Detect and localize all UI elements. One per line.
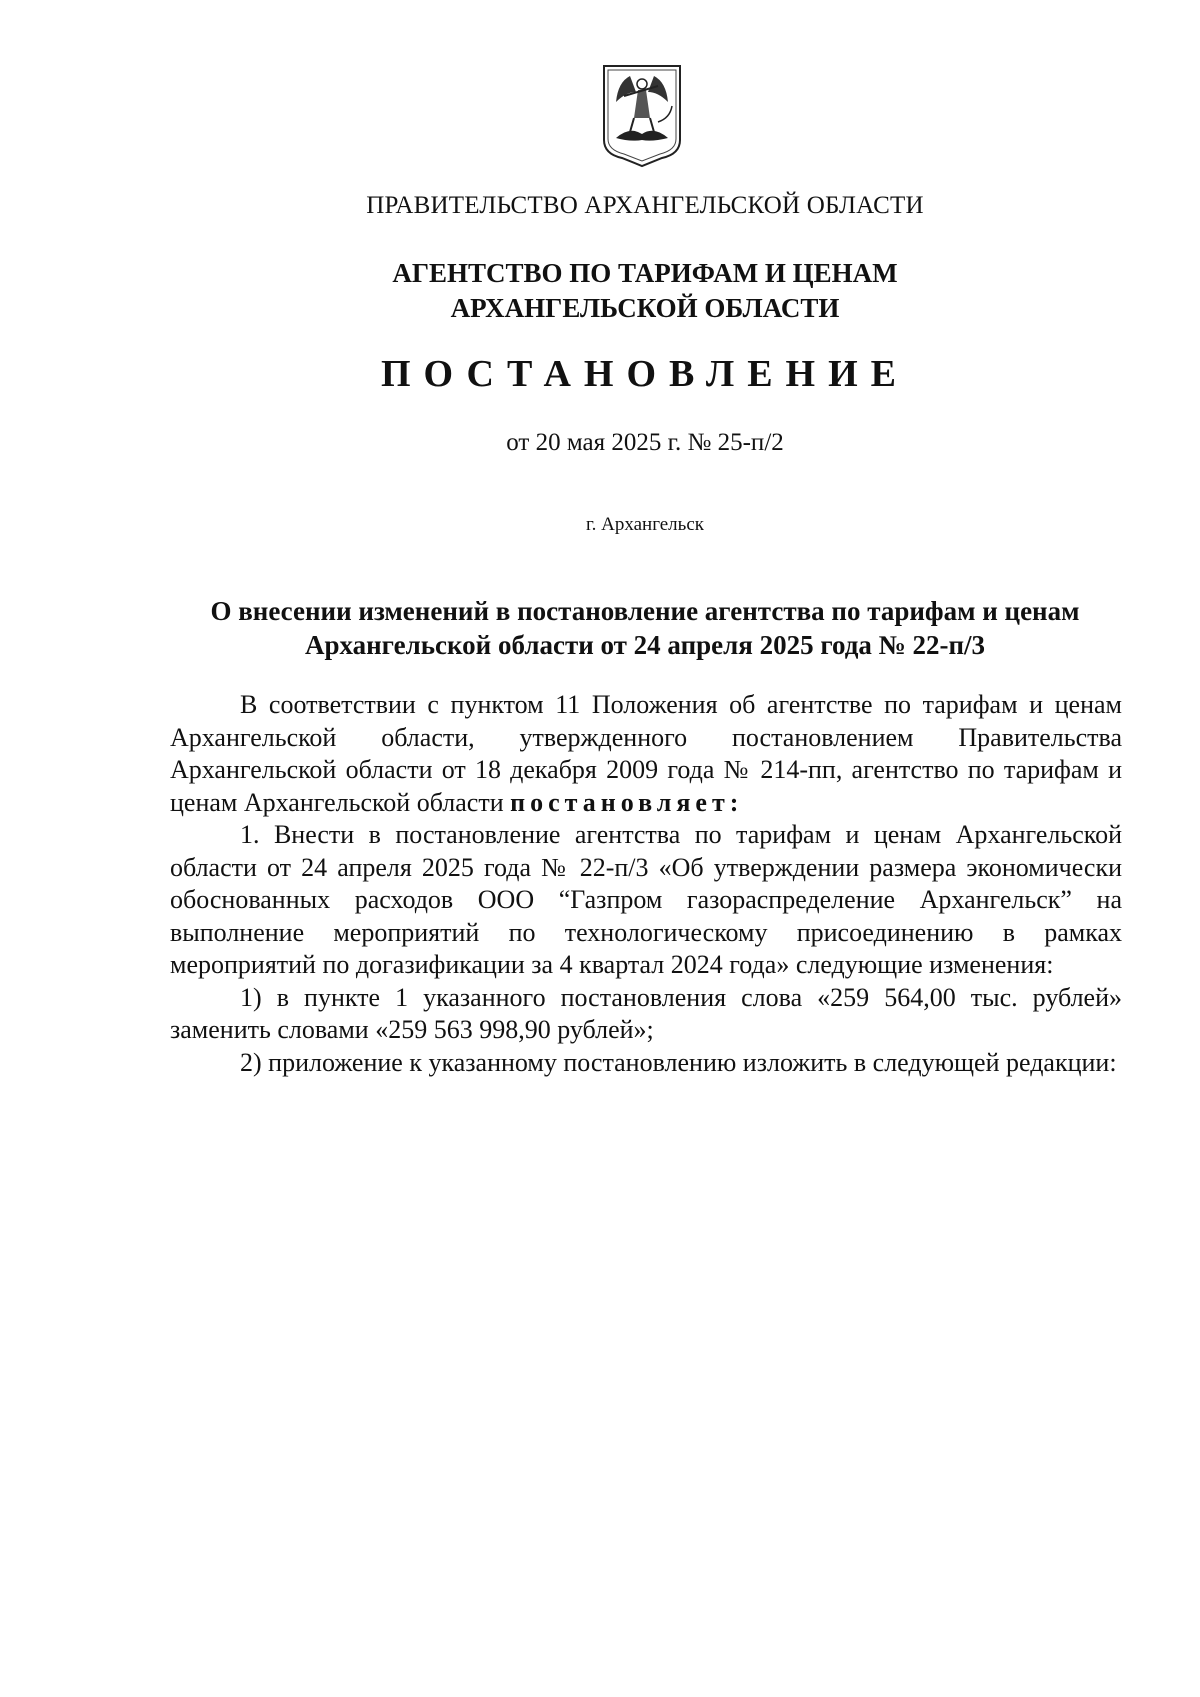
agency-title-line1: АГЕНТСТВО ПО ТАРИФАМ И ЦЕНАМ <box>392 258 898 288</box>
preamble-text: В соответствии с пунктом 11 Положения об агентстве по тарифам и ценам Архангельской области, утвержденного постановлением Правительства Архангельской области от 18 декабря 2009 года № 214-пп, агентство по тарифам и ценам Архангельской области <box>170 690 1122 817</box>
document-type: ПОСТАНОВЛЕНИЕ <box>380 353 910 395</box>
preamble-paragraph <box>170 689 1122 819</box>
item-1-subitem-1: 1) в пункте 1 указанного постановления слова «259 564,00 тыс. рублей» заменить словами «259 563 998,90 рублей»; <box>170 982 1122 1044</box>
government-title: ПРАВИТЕЛЬСТВО АРХАНГЕЛЬСКОЙ ОБЛАСТИ <box>366 192 924 219</box>
subject-line1: О внесении изменений в постановление агентства по тарифам и ценам <box>210 596 1080 626</box>
resolves-verb: постановляет: <box>510 787 744 817</box>
subject-line2: Архангельской области от 24 апреля 2025 года № 22-п/3 <box>304 630 986 660</box>
document-city: г. Архангельск <box>585 514 704 535</box>
document-body <box>170 689 1122 1079</box>
document-date-number: от 20 мая 2025 г. № 25-п/2 <box>506 429 784 456</box>
agency-title-line2: АРХАНГЕЛЬСКОЙ ОБЛАСТИ <box>450 293 840 323</box>
coat-of-arms-icon <box>600 62 684 170</box>
document-subject <box>0 594 1200 662</box>
agency-title <box>0 256 1200 326</box>
item-1-subitem-2: 2) приложение к указанному постановлению изложить в следующей редакции: <box>240 1047 1117 1077</box>
item-1: 1. Внести в постановление агентства по тарифам и ценам Архангельской области от 24 апреля 2025 года № 22-п/3 «Об утверждении размера экономически обоснованных расходов ООО “Газпром газораспределение Архангельск” на выполнение мероприятий по технологическому присоединению в рамках мероприятий по догазификации за 4 квартал 2024 года» следующие изменения: <box>170 820 1122 979</box>
